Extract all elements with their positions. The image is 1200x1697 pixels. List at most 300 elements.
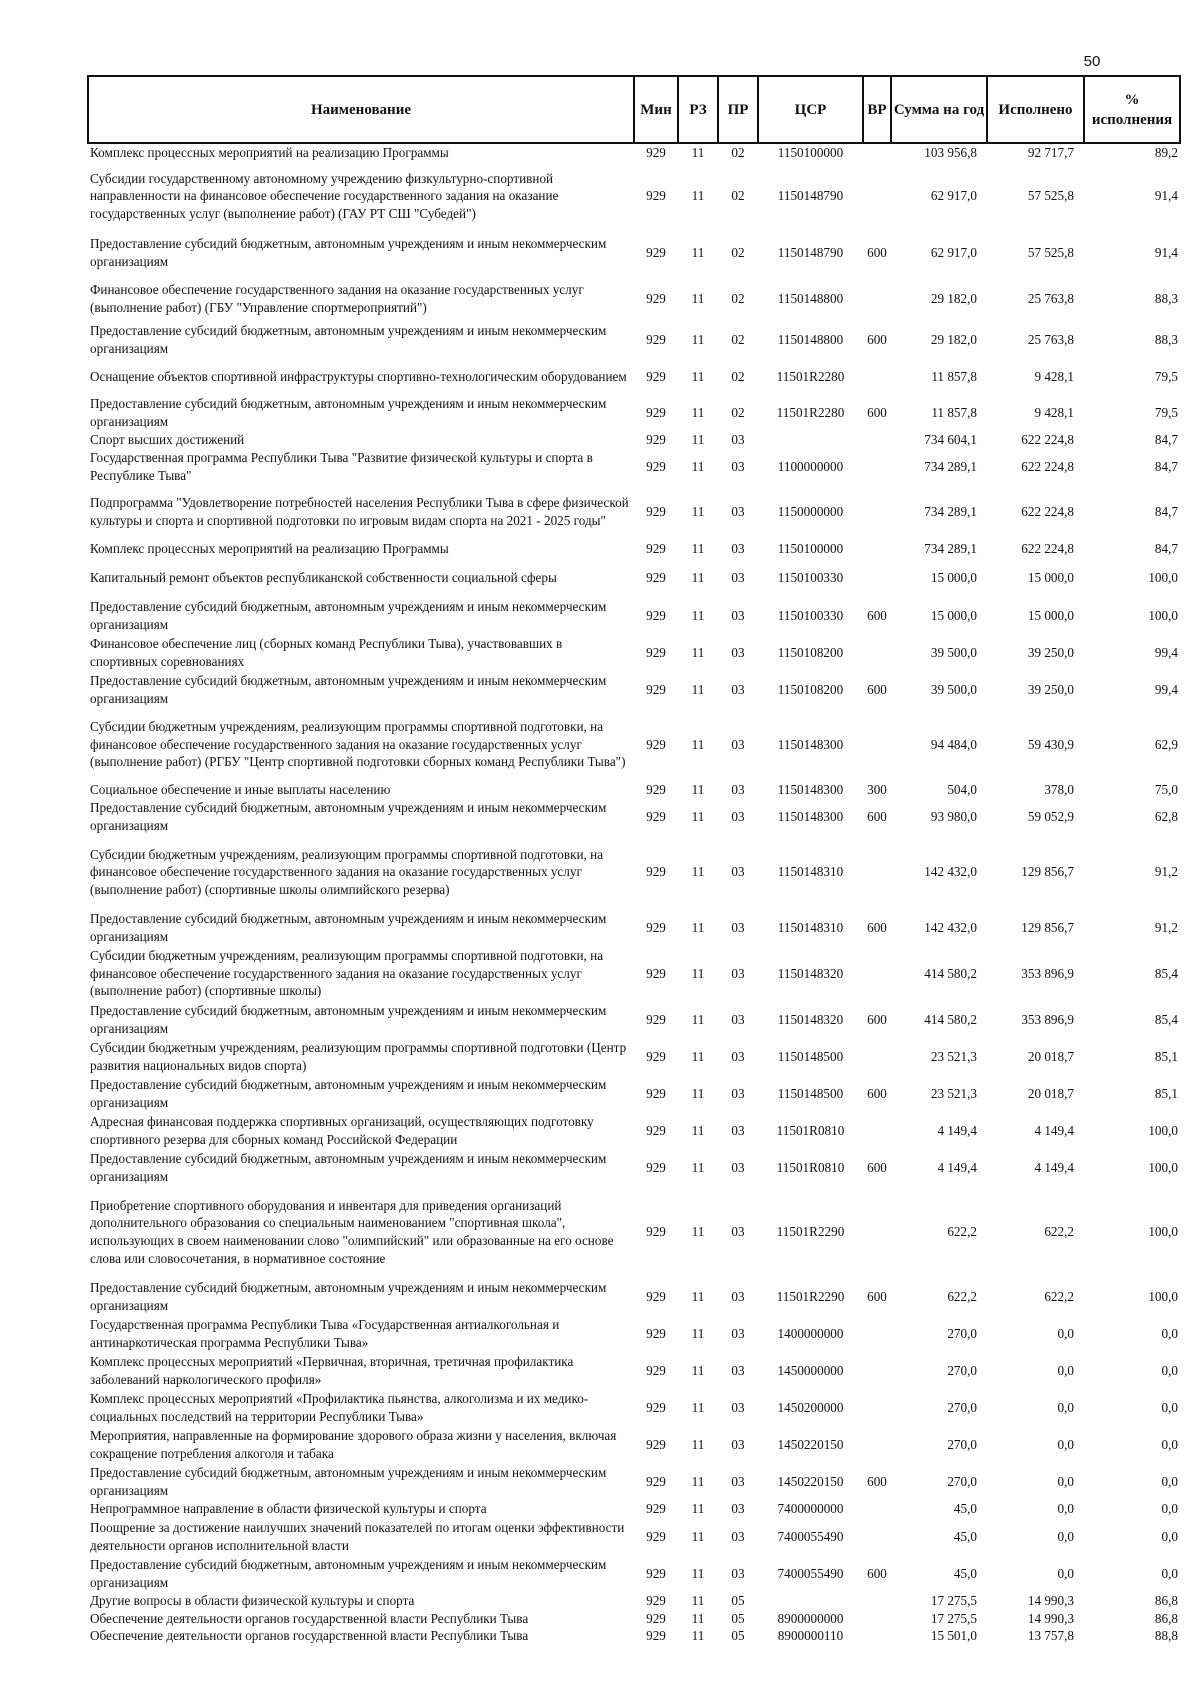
- cell-pct: 62,9: [1154, 736, 1178, 752]
- cell-done: 25 763,8: [1027, 290, 1074, 306]
- cell-pct: 86,8: [1154, 1593, 1178, 1608]
- cell-vr: [863, 1112, 891, 1149]
- cell-done: 39 250,0: [1027, 645, 1074, 661]
- cell-rz: 11: [691, 782, 705, 798]
- cell-rz: 11: [691, 736, 705, 752]
- cell-pr: 03: [731, 965, 745, 981]
- cell-min: 929: [646, 290, 666, 306]
- cell-pr: 03: [731, 1048, 745, 1064]
- cell-name: Обеспечение деятельности органов государственной власти Республики Тыва: [90, 1610, 529, 1626]
- cell-rz: 11: [691, 1501, 705, 1517]
- table-row: [88, 1075, 1180, 1112]
- cell-pr: 03: [731, 1122, 745, 1138]
- cell-rz: 11: [691, 965, 705, 981]
- table-row: [88, 431, 1180, 449]
- cell-csr: 11501R2280: [776, 405, 845, 421]
- cell-sum: 45,0: [953, 1565, 977, 1581]
- cell-min: 929: [646, 541, 666, 557]
- cell-sum: 62 917,0: [930, 245, 977, 261]
- cell-pr: 03: [731, 782, 745, 798]
- cell-name: Предоставление субсидий бюджетным, автономным учреждениям и иным некоммерческим организациям: [90, 1002, 607, 1036]
- cell-min: 929: [646, 1528, 666, 1544]
- cell-pct: 85,1: [1154, 1085, 1178, 1101]
- header-sum: Сумма на год: [891, 76, 987, 143]
- cell-pct: 0,0: [1161, 1436, 1178, 1452]
- cell-vr: [863, 485, 891, 539]
- cell-rz: 11: [691, 1224, 705, 1240]
- header-min: Мин: [634, 76, 678, 143]
- cell-min: 929: [646, 188, 666, 204]
- cell-vr: [863, 539, 891, 559]
- cell-min: 929: [646, 1473, 666, 1489]
- cell-rz: 11: [691, 1289, 705, 1305]
- cell-pct: 91,2: [1154, 919, 1178, 935]
- cell-done: 622 224,8: [1021, 432, 1074, 448]
- cell-min: 929: [646, 504, 666, 520]
- cell-rz: 11: [691, 608, 705, 624]
- cell-vr: [863, 143, 891, 162]
- cell-min: 929: [646, 405, 666, 421]
- table-row: [88, 1389, 1180, 1426]
- cell-pct: 0,0: [1161, 1399, 1178, 1415]
- cell-sum: 62 917,0: [930, 188, 977, 204]
- cell-pct: 79,5: [1154, 368, 1178, 384]
- cell-pct: 89,2: [1084, 143, 1180, 162]
- table-row: [88, 909, 1180, 946]
- cell-name: Субсидии государственному автономному учреждению физкультурно-спортивной направленности на финансовое обеспечение государственного задания на оказание государственных услуг (выполнение работ) (ГАУ РТ СШ "Субедей"): [90, 170, 559, 221]
- cell-done: 0,0: [1057, 1473, 1074, 1489]
- cell-pct: 0,0: [1161, 1565, 1178, 1581]
- cell-sum: 17 275,5: [930, 1610, 977, 1626]
- cell-pr: 02: [731, 331, 745, 347]
- cell-sum: 17 275,5: [930, 1593, 977, 1608]
- cell-min: 929: [646, 809, 666, 825]
- cell-name: Предоставление субсидий бюджетным, автономным учреждениям и иным некоммерческим организациям: [90, 322, 607, 356]
- cell-sum: 504,0: [947, 782, 977, 798]
- table-row: [88, 1001, 1180, 1038]
- cell-rz: 11: [691, 459, 705, 475]
- cell-csr: 1150100330: [777, 570, 844, 586]
- cell-csr: 1150100000: [777, 541, 844, 557]
- cell-sum: 11 857,8: [931, 405, 977, 421]
- table-row: [88, 539, 1180, 559]
- cell-sum: 93 980,0: [930, 809, 977, 825]
- cell-min: 929: [646, 245, 666, 261]
- cell-name: Предоставление субсидий бюджетным, автономным учреждениям и иным некоммерческим организациям: [90, 396, 607, 429]
- cell-min: 929: [646, 331, 666, 347]
- cell-min: 929: [646, 965, 666, 981]
- cell-pr: 02: [731, 188, 745, 204]
- cell-csr: 1100000000: [777, 459, 844, 475]
- cell-pr: 03: [731, 1011, 745, 1027]
- cell-pct: 85,4: [1154, 1011, 1178, 1027]
- cell-name: Предоставление субсидий бюджетным, автономным учреждениям и иным некоммерческим организациям: [90, 1464, 607, 1498]
- cell-rz: 11: [691, 1565, 705, 1581]
- cell-name: Мероприятия, направленные на формирование здорового образа жизни у населения, включая сокращение потребления алкоголя и табака: [90, 1427, 617, 1461]
- cell-sum: 270,0: [947, 1473, 977, 1489]
- cell-pr: 03: [731, 1528, 745, 1544]
- cell-pct: 62,8: [1154, 809, 1178, 825]
- cell-csr: 1150148300: [777, 736, 844, 752]
- cell-done: 622 224,8: [1021, 459, 1074, 475]
- cell-vr: [863, 162, 891, 230]
- cell-sum: 39 500,0: [930, 681, 977, 697]
- cell-sum: 45,0: [953, 1528, 977, 1544]
- cell-csr: 1150148310: [777, 919, 844, 935]
- cell-csr: 1150148300: [777, 782, 844, 798]
- cell-name: Капитальный ремонт объектов республиканской собственности социальной сферы: [90, 570, 557, 586]
- cell-sum: 29 182,0: [930, 331, 977, 347]
- cell-pr: 05: [731, 1628, 745, 1644]
- table-row: [88, 671, 1180, 708]
- cell-done: 9 428,1: [1034, 405, 1074, 421]
- cell-name: Предоставление субсидий бюджетным, автономным учреждениям и иным некоммерческим организациям: [90, 236, 607, 269]
- cell-vr: [863, 1389, 891, 1426]
- cell-min: 929: [646, 1436, 666, 1452]
- cell-name: Спорт высших достижений: [90, 432, 245, 448]
- cell-sum: 103 956,8: [891, 143, 987, 162]
- cell-done: 57 525,8: [1027, 245, 1074, 261]
- cell-pr: 03: [731, 1224, 745, 1240]
- header-pr: ПР: [718, 76, 758, 143]
- cell-rz: 11: [691, 1628, 705, 1644]
- table-row: [88, 276, 1180, 321]
- cell-sum: 142 432,0: [924, 864, 977, 880]
- cell-done: 39 250,0: [1027, 681, 1074, 697]
- cell-pct: 0,0: [1161, 1326, 1178, 1342]
- table-row: [88, 1278, 1180, 1316]
- cell-pct: 100,0: [1148, 1224, 1178, 1240]
- header-vr: ВР: [863, 76, 891, 143]
- cell-csr: 1150148300: [777, 809, 844, 825]
- cell-name: Предоставление субсидий бюджетным, автономным учреждениям и иным некоммерческим организациям: [90, 1076, 607, 1110]
- cell-csr: 7400000000: [777, 1501, 844, 1517]
- cell-vr: [863, 559, 891, 597]
- cell-rz: 11: [691, 1399, 705, 1415]
- table-row: [88, 1038, 1180, 1075]
- cell-min: 929: [646, 1565, 666, 1581]
- cell-done: 20 018,7: [1027, 1085, 1074, 1101]
- cell-min: 929: [646, 608, 666, 624]
- cell-pct: 91,4: [1154, 245, 1178, 261]
- cell-vr: 600: [867, 1011, 887, 1027]
- table-row: [88, 799, 1180, 835]
- cell-pr: 03: [731, 1399, 745, 1415]
- cell-vr: 600: [867, 809, 887, 825]
- cell-sum: 414 580,2: [924, 1011, 977, 1027]
- cell-done: 353 896,9: [1021, 1011, 1074, 1027]
- cell-pr: 03: [731, 570, 745, 586]
- cell-sum: 45,0: [953, 1501, 977, 1517]
- cell-name: Предоставление субсидий бюджетным, автономным учреждениям и иным некоммерческим организациям: [90, 800, 607, 833]
- cell-vr: [863, 431, 891, 449]
- cell-pct: 91,4: [1154, 188, 1178, 204]
- cell-name: Государственная программа Республики Тыва «Государственная антиалкогольная и антинаркотическая программа Республики Тыва»: [90, 1317, 560, 1350]
- cell-csr: 11501R2280: [776, 368, 845, 384]
- cell-name: Комплекс процессных мероприятий на реализацию Программы: [90, 541, 449, 557]
- table-row: [88, 1186, 1180, 1278]
- table-row: [88, 1500, 1180, 1518]
- cell-pct: 0,0: [1161, 1362, 1178, 1378]
- cell-rz: 11: [691, 290, 705, 306]
- cell-csr: 11501R0810: [776, 1122, 845, 1138]
- cell-pr: 03: [731, 1501, 745, 1517]
- cell-min: 929: [646, 1011, 666, 1027]
- cell-pct: 86,8: [1154, 1610, 1178, 1626]
- cell-name: Комплекс процессных мероприятий «Профилактика пьянства, алкоголизма и их медико-социальных последствий на территории Республики Тыва»: [90, 1390, 589, 1424]
- cell-min: 929: [646, 1362, 666, 1378]
- table-row: [88, 835, 1180, 909]
- cell-sum: 270,0: [947, 1399, 977, 1415]
- table-row: [88, 230, 1180, 276]
- cell-name: Финансовое обеспечение государственного задания на оказание государственных услуг (выполнение работ) (ГБУ "Управление спортмероприятий"): [90, 281, 584, 315]
- cell-csr: 1150108200: [777, 681, 844, 697]
- cell-name: Субсидии бюджетным учреждениям, реализующим программы спортивной подготовки, на финансовое обеспечение государственного задания на оказание государственных услуг (выполнение работ) (спортивные школы): [90, 948, 604, 999]
- cell-pct: 0,0: [1161, 1473, 1178, 1489]
- table-row: [88, 162, 1180, 230]
- header-name: Наименование: [88, 76, 634, 143]
- cell-pr: 03: [731, 864, 745, 880]
- cell-csr: 8900000110: [777, 1628, 844, 1644]
- cell-done: 14 990,3: [1027, 1610, 1074, 1626]
- cell-pct: 84,7: [1154, 541, 1178, 557]
- cell-csr: 11501R0810: [776, 1159, 845, 1175]
- cell-name: Оснащение объектов спортивной инфраструктуры спортивно-технологическим оборудованием: [90, 368, 627, 384]
- cell-pr: 03: [731, 504, 745, 520]
- cell-rz: 11: [678, 143, 718, 162]
- cell-csr: 1150148790: [777, 245, 844, 261]
- table-row: [88, 1112, 1180, 1149]
- cell-sum: 23 521,3: [930, 1048, 977, 1064]
- cell-pct: 75,0: [1154, 782, 1178, 798]
- cell-vr: 600: [867, 331, 887, 347]
- table-row: [88, 1352, 1180, 1389]
- cell-csr: 1450000000: [777, 1362, 844, 1378]
- cell-pr: 03: [731, 1473, 745, 1489]
- cell-csr: 1150148800: [777, 331, 844, 347]
- cell-rz: 11: [691, 1048, 705, 1064]
- cell-done: 20 018,7: [1027, 1048, 1074, 1064]
- table-row: [88, 1610, 1180, 1628]
- table-row: [88, 635, 1180, 671]
- cell-csr: [758, 431, 863, 449]
- cell-vr: [863, 1627, 891, 1645]
- cell-csr: 1150148500: [777, 1085, 844, 1101]
- table-row: [88, 449, 1180, 485]
- cell-vr: [863, 1610, 891, 1628]
- cell-pct: 0,0: [1161, 1501, 1178, 1517]
- cell-rz: 11: [691, 432, 705, 448]
- cell-pr: 03: [731, 681, 745, 697]
- cell-min: 929: [646, 432, 666, 448]
- cell-done: 4 149,4: [1034, 1159, 1074, 1175]
- cell-done: 622,2: [1044, 1224, 1074, 1240]
- cell-pr: 03: [731, 1362, 745, 1378]
- cell-done: 0,0: [1057, 1436, 1074, 1452]
- cell-pct: 99,4: [1154, 645, 1178, 661]
- cell-rz: 11: [691, 864, 705, 880]
- cell-min: 929: [646, 645, 666, 661]
- cell-name: Обеспечение деятельности органов государственной власти Республики Тыва: [90, 1628, 529, 1644]
- cell-pr: 02: [718, 143, 758, 162]
- table-row: [88, 559, 1180, 597]
- cell-done: 0,0: [1057, 1326, 1074, 1342]
- cell-vr: [863, 1316, 891, 1352]
- cell-sum: 622,2: [947, 1289, 977, 1305]
- cell-min: 929: [646, 1610, 666, 1626]
- cell-name: Предоставление субсидий бюджетным, автономным учреждениям и иным некоммерческим организациям: [90, 1150, 607, 1184]
- cell-pct: 79,5: [1154, 405, 1178, 421]
- cell-csr: 1150148320: [777, 965, 844, 981]
- cell-pr: 03: [731, 809, 745, 825]
- cell-min: 929: [646, 919, 666, 935]
- cell-pr: 03: [731, 1436, 745, 1452]
- cell-pct: 0,0: [1161, 1528, 1178, 1544]
- cell-csr: 1150148500: [777, 1048, 844, 1064]
- table-row: [88, 1592, 1180, 1610]
- cell-pct: 100,0: [1148, 1159, 1178, 1175]
- cell-name: Субсидии бюджетным учреждениям, реализующим программы спортивной подготовки (Центр развития национальных видов спорта): [90, 1039, 627, 1073]
- cell-sum: 15 501,0: [930, 1628, 977, 1644]
- cell-name: Адресная финансовая поддержка спортивных организаций, осуществляющих подготовку спортивного резерва для сборных команд Российской Федерации: [90, 1113, 594, 1147]
- cell-name: Предоставление субсидий бюджетным, автономным учреждениям и иным некоммерческим организациям: [90, 1556, 607, 1590]
- cell-done: 59 052,9: [1027, 809, 1074, 825]
- cell-name: Субсидии бюджетным учреждениям, реализующим программы спортивной подготовки, на финансовое обеспечение государственного задания на оказание государственных услуг (выполнение работ) (РГБУ "Центр спортивной подготовки сборных команд Республики Тыва"): [90, 719, 626, 770]
- cell-vr: 600: [867, 1289, 887, 1305]
- cell-rz: 11: [691, 1473, 705, 1489]
- table-row: [88, 597, 1180, 635]
- cell-rz: 11: [691, 1362, 705, 1378]
- cell-csr: 1150148800: [777, 290, 844, 306]
- cell-csr: 7400055490: [777, 1565, 844, 1581]
- cell-pct: 100,0: [1148, 608, 1178, 624]
- cell-csr: 1150148310: [777, 864, 844, 880]
- cell-csr: 1450220150: [777, 1473, 844, 1489]
- cell-vr: [863, 1352, 891, 1389]
- cell-rz: 11: [691, 1436, 705, 1452]
- table-row: [88, 1627, 1180, 1645]
- cell-done: 15 000,0: [1027, 570, 1074, 586]
- cell-rz: 11: [691, 919, 705, 935]
- cell-pr: 02: [731, 405, 745, 421]
- table-row: [88, 1426, 1180, 1463]
- cell-min: 929: [646, 459, 666, 475]
- cell-rz: 11: [691, 1085, 705, 1101]
- cell-pct: 88,8: [1154, 1628, 1178, 1644]
- cell-min: 929: [646, 736, 666, 752]
- cell-vr: [863, 1186, 891, 1278]
- cell-pr: 03: [731, 459, 745, 475]
- cell-csr: 1450220150: [777, 1436, 844, 1452]
- table-row: [88, 485, 1180, 539]
- table-row: [88, 321, 1180, 358]
- cell-sum: 734 289,1: [924, 541, 977, 557]
- cell-min: 929: [646, 1501, 666, 1517]
- cell-done: 622 224,8: [1021, 541, 1074, 557]
- cell-name: Непрограммное направление в области физической культуры и спорта: [90, 1501, 487, 1517]
- cell-min: 929: [646, 1159, 666, 1175]
- cell-sum: 734 289,1: [924, 459, 977, 475]
- cell-vr: [863, 946, 891, 1001]
- cell-sum: 270,0: [947, 1436, 977, 1452]
- cell-min: 929: [646, 1326, 666, 1342]
- cell-name: Финансовое обеспечение лиц (сборных команд Республики Тыва), участвовавших в спортивных соревнованиях: [90, 636, 563, 669]
- table-row: [88, 708, 1180, 781]
- cell-sum: 734 604,1: [924, 432, 977, 448]
- cell-vr: 600: [867, 1565, 887, 1581]
- cell-vr: 300: [867, 782, 887, 798]
- cell-pct: 84,7: [1154, 432, 1178, 448]
- cell-vr: 600: [867, 405, 887, 421]
- cell-sum: 15 000,0: [930, 608, 977, 624]
- table-row: [88, 358, 1180, 395]
- cell-vr: [863, 1426, 891, 1463]
- cell-sum: 94 484,0: [930, 736, 977, 752]
- cell-rz: 11: [691, 681, 705, 697]
- cell-csr: 11501R2290: [776, 1224, 845, 1240]
- cell-done: 59 430,9: [1027, 736, 1074, 752]
- cell-sum: 142 432,0: [924, 919, 977, 935]
- cell-done: 4 149,4: [1034, 1122, 1074, 1138]
- table-header-row: [88, 76, 1180, 143]
- cell-vr: 600: [867, 1085, 887, 1101]
- cell-done: 13 757,8: [1027, 1628, 1074, 1644]
- cell-min: 929: [646, 368, 666, 384]
- cell-csr: 7400055490: [777, 1528, 844, 1544]
- table-row: [88, 781, 1180, 799]
- cell-pct: 85,4: [1154, 965, 1178, 981]
- cell-name: Предоставление субсидий бюджетным, автономным учреждениям и иным некоммерческим организациям: [90, 910, 607, 944]
- cell-name: Субсидии бюджетным учреждениям, реализующим программы спортивной подготовки, на финансовое обеспечение государственного задания на оказание государственных услуг (выполнение работ) (спортивные школы олимпийского резерва): [90, 846, 604, 897]
- cell-rz: 11: [691, 1159, 705, 1175]
- cell-vr: [863, 1518, 891, 1555]
- cell-done: 0,0: [1057, 1399, 1074, 1415]
- cell-sum: 4 149,4: [937, 1159, 977, 1175]
- cell-rz: 11: [691, 188, 705, 204]
- cell-min: 929: [646, 1224, 666, 1240]
- cell-pr: 03: [731, 432, 745, 448]
- cell-rz: 11: [691, 809, 705, 825]
- cell-name: Приобретение спортивного оборудования и инвентаря для приведения организаций дополнительного образования со специальным наименованием "спортивная школа", использующих в своем наименовании слово "олимпийский" или образованные на его основе слова или словосочетания, в нормативное состояние: [90, 1197, 614, 1266]
- cell-min: 929: [646, 1122, 666, 1138]
- cell-rz: 11: [691, 1610, 705, 1626]
- cell-min: 929: [646, 1048, 666, 1064]
- cell-done: 129 856,7: [1021, 864, 1074, 880]
- cell-name: Государственная программа Республики Тыва "Развитие физической культуры и спорта в Республике Тыва": [90, 450, 593, 483]
- cell-csr: 1450200000: [777, 1399, 844, 1415]
- cell-done: 622,2: [1044, 1289, 1074, 1305]
- cell-done: 0,0: [1057, 1528, 1074, 1544]
- table-row: [88, 1518, 1180, 1555]
- cell-done: 0,0: [1057, 1565, 1074, 1581]
- cell-done: 25 763,8: [1027, 331, 1074, 347]
- cell-vr: 600: [867, 919, 887, 935]
- cell-sum: 622,2: [947, 1224, 977, 1240]
- cell-pr: 03: [731, 645, 745, 661]
- cell-pr: 02: [731, 245, 745, 261]
- cell-rz: 11: [691, 570, 705, 586]
- cell-rz: 11: [691, 1122, 705, 1138]
- cell-min: 929: [646, 1628, 666, 1644]
- cell-csr: 1150100330: [777, 608, 844, 624]
- cell-name: Комплекс процессных мероприятий на реализацию Программы: [88, 143, 634, 162]
- cell-rz: 11: [691, 504, 705, 520]
- cell-pct: 88,3: [1154, 290, 1178, 306]
- cell-csr: 1150100000: [758, 143, 863, 162]
- cell-vr: [863, 449, 891, 485]
- cell-pct: 100,0: [1148, 1122, 1178, 1138]
- cell-pr: 03: [731, 1565, 745, 1581]
